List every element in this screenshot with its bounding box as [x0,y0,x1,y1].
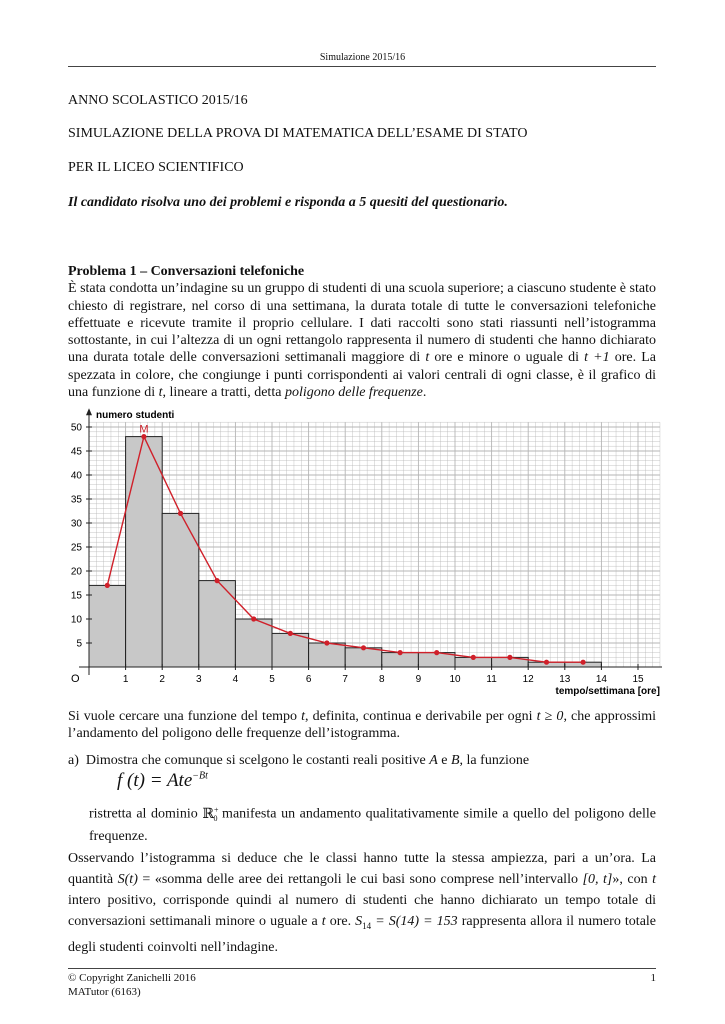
school-year-line: ANNO SCOLASTICO 2015/16 [68,93,248,108]
y-tick-label: 10 [70,614,82,626]
x-axis-label: tempo/settimana [ore] [555,686,660,697]
x-tick-label: 15 [632,674,644,685]
histogram-bar [272,633,309,667]
x-tick-label: 7 [342,674,348,685]
polygon-point [544,660,549,665]
polygon-point [507,655,512,660]
instruction-line: Il candidato risolva uno dei problemi e risponda a 5 quesiti del questionario. [68,195,508,210]
x-tick-label: 8 [379,674,385,685]
problem-heading: Problema 1 – Conversazioni telefoniche [68,264,305,279]
x-tick-label: 5 [269,674,275,685]
question-a-text: ristretta al dominio ℝ+$_0$ manifesta un andamento qualitativamente simile a quello del poligono delle frequenze. [89,805,657,844]
polygon-point [471,655,476,660]
y-tick-label: 30 [70,518,82,530]
footer-rule [68,968,656,969]
x-tick-label: 6 [305,674,312,685]
polygon-point [398,650,403,655]
x-tick-label: 10 [449,674,461,685]
x-tick-label: 4 [232,674,239,685]
x-tick-label: 14 [595,674,607,685]
histogram-bar [126,437,163,667]
header-rule [68,66,656,67]
exam-title-line: SIMULAZIONE DELLA PROVA DI MATEMATICA DELL’ESAME DI STATO [68,126,528,141]
question-a-label: a) [68,753,79,768]
footer-copyright: © Copyright Zanichelli 2016 [68,972,196,984]
y-tick-label: 20 [70,566,82,578]
y-tick-label: 35 [70,494,82,506]
question-a-intro: a) Dimostra che comunque si scelgono le costanti reali positive A e B, la funzione [68,753,530,768]
problem-paragraph-2: Si vuole cercare una funzione del tempo t, definita, continua e derivabile per ogni t ≥ 0, che approssimi l’andamento del poligono delle frequenze dell’istogramma. [68,709,657,742]
polygon-point [178,511,183,516]
y-tick-label: 25 [70,542,82,554]
model-formula: f (t) = Ate$^{-Bt}$ [117,770,208,791]
x-tick-label: 9 [415,674,422,685]
histogram-bar [309,643,346,667]
page-number: 1 [650,972,656,984]
x-tick-label: 13 [559,674,571,685]
polygon-point [361,645,366,650]
y-tick-label: 5 [76,638,82,650]
polygon-point [288,631,293,636]
polygon-point [581,660,586,665]
polygon-point [215,578,220,583]
polygon-point [251,616,256,621]
histogram-bar [89,585,126,667]
x-tick-label: 3 [196,674,202,685]
polygon-point [434,650,439,655]
y-tick-label: 40 [70,470,82,482]
x-tick-label: 2 [159,674,165,685]
school-type-line: PER IL LICEO SCIENTIFICO [68,160,244,175]
origin-label: O [71,673,80,685]
histogram-bar [235,619,272,667]
polygon-point [324,640,329,645]
y-axis-label: numero studenti [96,410,175,422]
y-tick-label: 45 [70,446,82,458]
problem-paragraph-1: È stata condotta un’indagine su un gruppo di studenti di una scuola superiore; a ciascuno studente è stato chiesto di registrare, nel corso di una settimana, la durata totale di tutte le conversazioni telefoniche effettuate e ricevute tramite il proprio cellulare. I dati raccolti sono stati riassunti nell’istogramma sottostante, in cui l’altezza di un ogni rettangolo rappresenta il numero di studenti che hanno dichiarato una durata totale delle conversazioni settimanali maggiore di t ore e minore o uguale di t +1 ore. La spezzata in colore, che congiunge i punti corrispondenti ai valori centrali di ogni classe, è il grafico di una funzione di t, lineare a tratti, detta poligono delle frequenze. [68,281,656,401]
problem-paragraph-3: Osservando l’istogramma si deduce che le classi hanno tutte la stessa ampiezza, pari a un’ora. La quantità S(t) = «somma delle aree dei rettangoli le cui basi sono comprese nell’intervallo [0, t]», con t intero positivo, corrisponde quindi al numero di studenti che hanno dichiarato un tempo totale di conversazioni settimanali minore o uguale a t ore. $S_{14} = S(14) = 153$ rappresenta allora il numero totale degli studenti coinvolti nell’indagine. [68,851,657,955]
y-axis-arrow [86,408,92,415]
problem-intro [68,263,656,401]
polygon-point [105,583,110,588]
x-tick-label: 12 [522,674,534,685]
footer-code: MATutor (6163) [68,986,141,998]
y-tick-label: 15 [70,590,82,602]
histogram-bar [345,648,382,667]
domain-symbol: ℝ+$_0$ [202,805,219,824]
histogram-chart [62,408,662,698]
y-tick-label: 50 [70,422,82,434]
x-tick-label: 1 [122,674,129,685]
peak-label: M [139,423,149,436]
running-header: Simulazione 2015/16 [319,52,406,63]
x-tick-label: 11 [486,674,497,685]
